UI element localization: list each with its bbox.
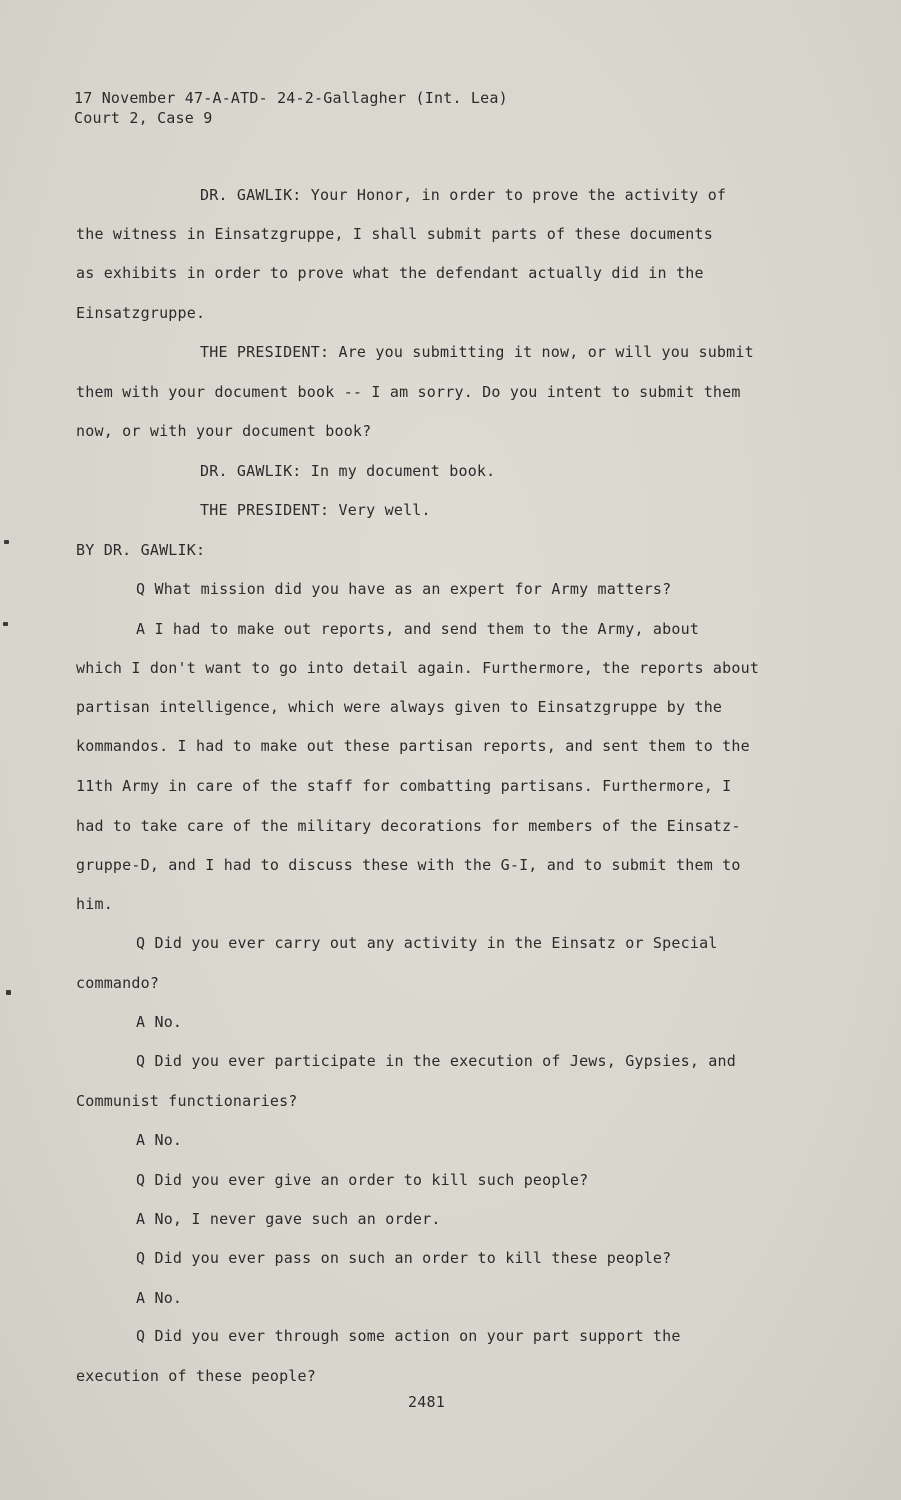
header-line-1: 17 November 47-A-ATD- 24-2-Gallagher (Int. Lea) bbox=[74, 89, 508, 107]
answer-line: partisan intelligence, which were always given to Einsatzgruppe by the bbox=[76, 698, 723, 716]
paragraph-line: Einsatzgruppe. bbox=[76, 304, 206, 322]
question-line: Q Did you ever participate in the execution of Jews, Gypsies, and bbox=[136, 1052, 736, 1070]
margin-mark bbox=[4, 540, 9, 544]
margin-mark bbox=[3, 622, 8, 626]
paragraph-line: DR. GAWLIK: Your Honor, in order to prove the activity of bbox=[200, 186, 727, 204]
question-line: Q Did you ever pass on such an order to kill these people? bbox=[136, 1249, 672, 1267]
answer-line: A I had to make out reports, and send them to the Army, about bbox=[136, 620, 700, 638]
answer-line: kommandos. I had to make out these partisan reports, and sent them to the bbox=[76, 737, 750, 755]
answer-line: A No. bbox=[136, 1289, 183, 1307]
examiner-heading: BY DR. GAWLIK: bbox=[76, 541, 206, 559]
paragraph-line: THE PRESIDENT: Very well. bbox=[200, 501, 431, 519]
paragraph-line: them with your document book -- I am sorry. Do you intent to submit them bbox=[76, 383, 741, 401]
paragraph-line: as exhibits in order to prove what the defendant actually did in the bbox=[76, 264, 704, 282]
answer-line: had to take care of the military decorations for members of the Einsatz- bbox=[76, 817, 741, 835]
question-line: Communist functionaries? bbox=[76, 1092, 298, 1110]
paragraph-line: THE PRESIDENT: Are you submitting it now, or will you submit bbox=[200, 343, 754, 361]
answer-line: A No. bbox=[136, 1131, 183, 1149]
paragraph-line: now, or with your document book? bbox=[76, 422, 372, 440]
paragraph-line: DR. GAWLIK: In my document book. bbox=[200, 462, 496, 480]
question-line: Q Did you ever carry out any activity in the Einsatz or Special bbox=[136, 934, 718, 952]
margin-mark bbox=[6, 990, 11, 995]
answer-line: gruppe-D, and I had to discuss these with the G-I, and to submit them to bbox=[76, 856, 741, 874]
answer-line: him. bbox=[76, 895, 113, 913]
question-line: commando? bbox=[76, 974, 160, 992]
answer-line: A No. bbox=[136, 1013, 183, 1031]
page-number: 2481 bbox=[408, 1393, 445, 1411]
question-line: Q Did you ever give an order to kill such people? bbox=[136, 1171, 589, 1189]
answer-line: 11th Army in care of the staff for combatting partisans. Furthermore, I bbox=[76, 777, 732, 795]
header-line-2: Court 2, Case 9 bbox=[74, 109, 213, 127]
paragraph-line: the witness in Einsatzgruppe, I shall submit parts of these documents bbox=[76, 225, 713, 243]
question-line: Q Did you ever through some action on your part support the bbox=[136, 1327, 681, 1345]
answer-line: which I don't want to go into detail again. Furthermore, the reports about bbox=[76, 659, 760, 677]
question-line: Q What mission did you have as an expert for Army matters? bbox=[136, 580, 672, 598]
answer-line: A No, I never gave such an order. bbox=[136, 1210, 441, 1228]
question-line: execution of these people? bbox=[76, 1367, 316, 1385]
